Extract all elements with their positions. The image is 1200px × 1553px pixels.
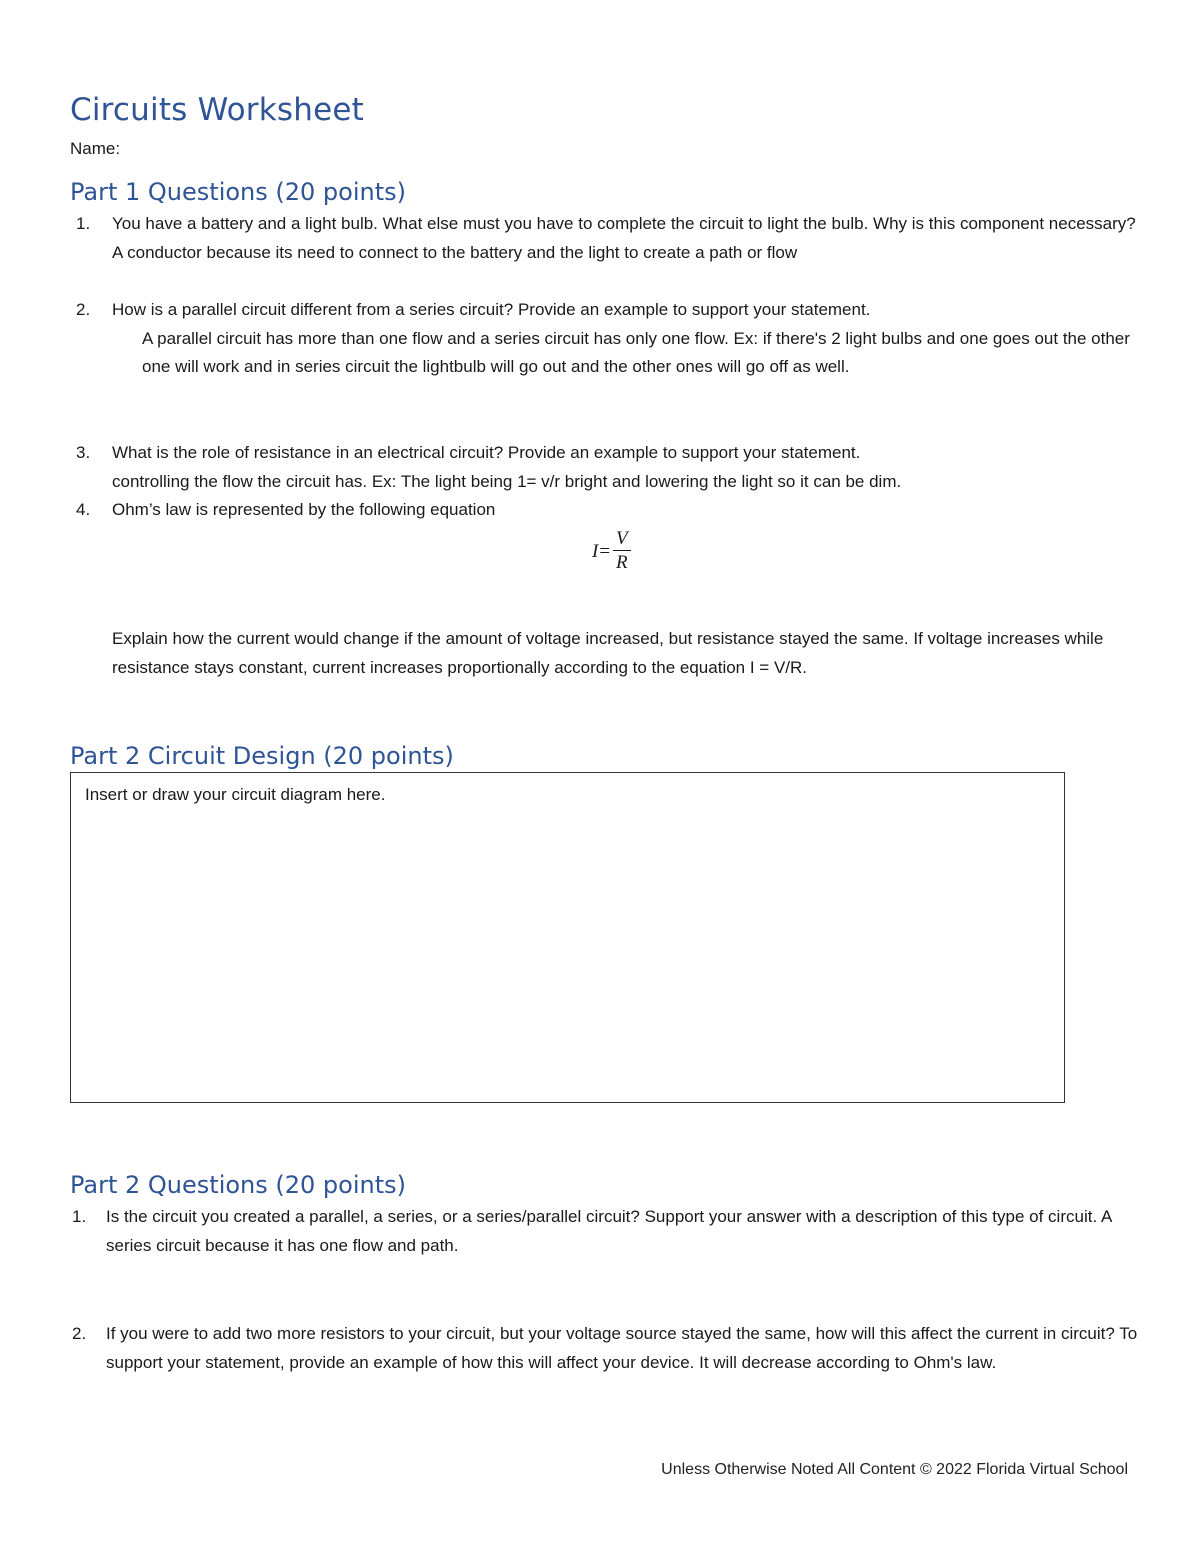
- equation-denominator: R: [616, 552, 628, 573]
- equation-fraction: [613, 528, 631, 575]
- followup-text: Explain how the current would change if the amount of voltage increased, but resistance stayed the same. If voltage increases while resistance stays constant, current increases proportionally according to the equation I = V/R.: [112, 629, 1104, 677]
- part2-question-1: [70, 1203, 1140, 1260]
- equation-equals: =: [599, 540, 611, 562]
- question-text: What is the role of resistance in an electrical circuit? Provide an example to support your statement.: [112, 443, 861, 462]
- part1-question-2: [70, 296, 1140, 382]
- circuit-diagram-box[interactable]: [70, 772, 1065, 1103]
- ohms-law-equation: [592, 528, 631, 575]
- equation-lhs: I: [592, 540, 599, 562]
- question-text: How is a parallel circuit different from a series circuit? Provide an example to support your statement.: [112, 300, 871, 319]
- copyright-footer: Unless Otherwise Noted All Content © 2022 Florida Virtual School: [661, 1461, 1128, 1478]
- worksheet-title: Circuits Worksheet: [70, 92, 364, 128]
- part1-question-3: [70, 439, 1140, 496]
- part1-question-1: [70, 210, 1140, 267]
- question-text: Ohm’s law is represented by the following equation: [112, 500, 496, 519]
- part2-question-2: [70, 1320, 1140, 1377]
- part1-question-4: [70, 496, 1140, 525]
- part2-questions-heading: Part 2 Questions (20 points): [70, 1171, 406, 1199]
- diagram-placeholder-text: Insert or draw your circuit diagram here.: [85, 785, 386, 804]
- question-number: 4.: [76, 500, 91, 519]
- equation-numerator: V: [613, 528, 631, 551]
- question-text: Is the circuit you created a parallel, a series, or a series/parallel circuit? Support your answer with a description of this type of circuit. A series circuit because it has one flow and path.: [106, 1207, 1112, 1255]
- question-text: If you were to add two more resistors to your circuit, but your voltage source stayed the same, how will this affect the current in circuit? To support your statement, provide an example of how this will affect your device. It will decrease according to Ohm's law.: [106, 1324, 1138, 1372]
- part2-design-heading: Part 2 Circuit Design (20 points): [70, 742, 454, 770]
- question-number: 1.: [76, 214, 91, 233]
- part1-heading: Part 1 Questions (20 points): [70, 178, 406, 206]
- part1-question-4-followup: [70, 625, 1140, 682]
- answer-text: A parallel circuit has more than one flow and a series circuit has only one flow. Ex: if there's 2 light bulbs and one goes out the other one will work and in series circuit the lightbulb will go out and the other ones will go off as well.: [142, 328, 1130, 376]
- question-number: 1.: [72, 1207, 87, 1226]
- answer-text: controlling the flow the circuit has. Ex: The light being 1= v/r bright and lowering the light so it can be dim.: [112, 471, 902, 491]
- question-number: 2.: [76, 300, 91, 319]
- question-number: 2.: [72, 1324, 87, 1343]
- name-label: Name:: [70, 139, 121, 158]
- question-number: 3.: [76, 443, 91, 462]
- question-text: You have a battery and a light bulb. What else must you have to complete the circuit to light the bulb. Why is this component necessary? A conductor because its need to connect to the battery and the light to create a path or flow: [112, 214, 1136, 262]
